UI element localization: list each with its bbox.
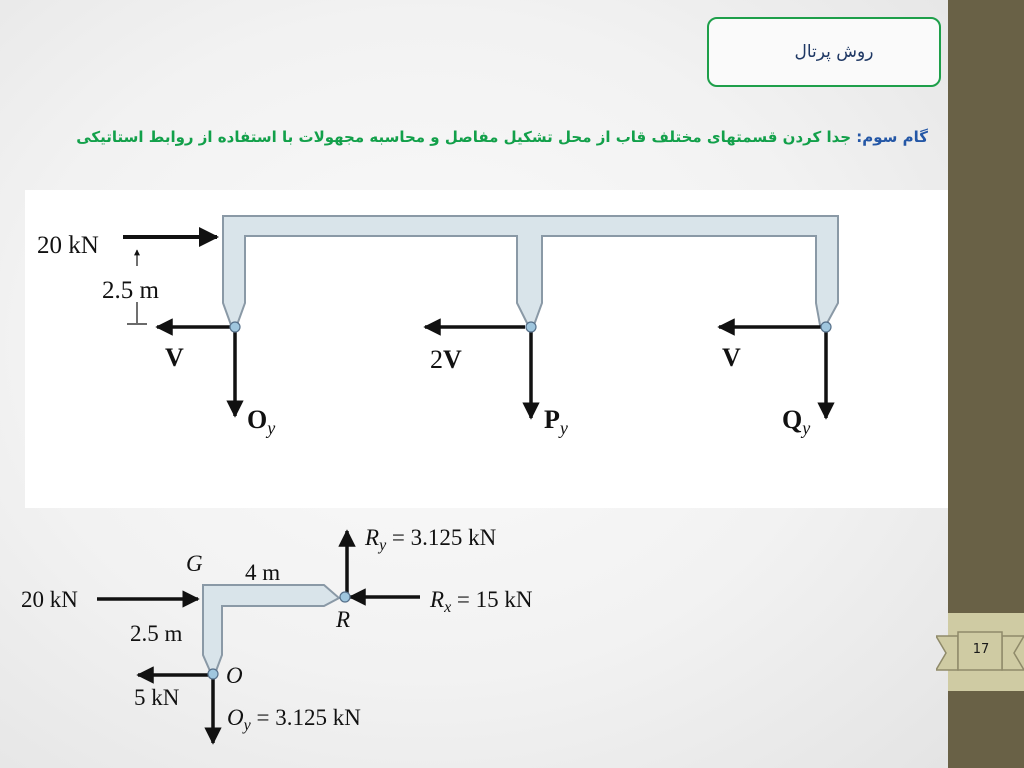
hinge-right <box>821 322 831 332</box>
shear-left-label: V <box>165 343 184 372</box>
height-label: 2.5 m <box>130 621 183 646</box>
ry-label: $R_y = 3.125$ kN <box>365 525 497 554</box>
reaction-o-label: $O_y$ <box>247 405 276 438</box>
oy-label: $O_y = 3.125$ kN <box>227 705 361 734</box>
shear-label: 5 kN <box>134 685 180 710</box>
hinge-middle <box>526 322 536 332</box>
step-description <box>70 122 928 153</box>
joint-r-label: R <box>336 607 351 632</box>
reaction-q-label: $Q_y$ <box>782 405 811 438</box>
step-label: گام سوم: <box>856 128 928 146</box>
segment-free-body-diagram <box>0 515 600 768</box>
height-label: 2.5 m <box>102 277 159 304</box>
length-label: 4 m <box>245 560 281 585</box>
title-box <box>707 17 941 87</box>
load-label: 20 kN <box>37 232 99 259</box>
shear-mid-label: 2V <box>430 345 462 374</box>
reaction-p-label: $P_y$ <box>544 405 568 438</box>
segment-frame <box>203 585 339 671</box>
portal-frame-diagram <box>25 190 948 508</box>
hinge-r <box>340 592 350 602</box>
rx-label: $R_x = 15$ kN <box>430 587 533 616</box>
load-label: 20 kN <box>21 587 78 612</box>
portal-frame <box>223 216 838 325</box>
step-text: جدا کردن قسمتهای مختلف قاب از محل تشکیل مفاصل و محاسبه مجهولات با استفاده از روابط استاتیکی <box>76 128 857 146</box>
joint-g-label: G <box>186 551 203 576</box>
shear-right-label: V <box>722 343 741 372</box>
hinge-o <box>208 669 218 679</box>
hinge-left <box>230 322 240 332</box>
slide-title: روش پرتال <box>794 42 874 62</box>
joint-o-label: O <box>226 663 243 688</box>
page-number: 17 <box>972 641 990 657</box>
